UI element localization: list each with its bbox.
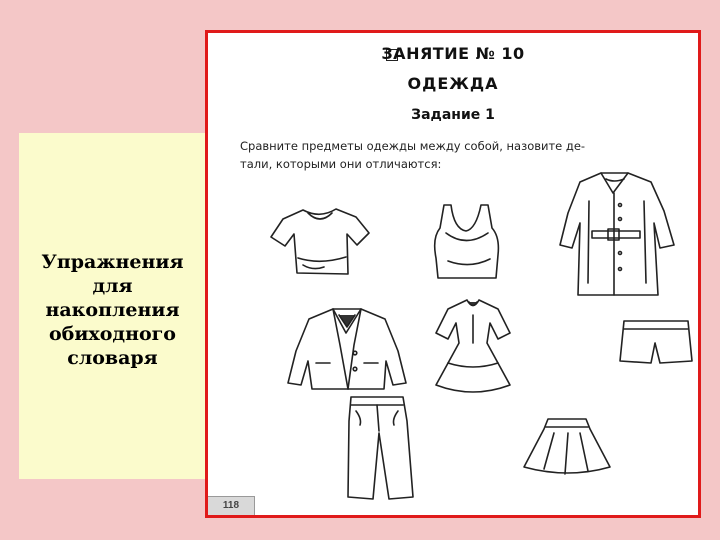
caption-line: накопления: [45, 299, 180, 321]
caption-line: Упражнения: [41, 251, 184, 273]
shorts-drawing: [620, 321, 692, 363]
skirt-drawing: [524, 419, 610, 474]
tank-top-drawing: [435, 205, 499, 278]
jacket-drawing: [288, 309, 406, 389]
task-title: Задание 1: [411, 107, 495, 123]
side-panel-caption: [41, 250, 183, 370]
caption-line: для: [92, 275, 133, 297]
side-panel: [19, 133, 206, 479]
caption-line: словаря: [67, 347, 158, 369]
t-shirt-drawing: [271, 209, 369, 274]
clothing-illustrations: [208, 33, 698, 515]
coat-drawing: [560, 173, 674, 295]
dress-drawing: [436, 300, 510, 392]
topic-title: ОДЕЖДА: [407, 74, 499, 93]
trousers-drawing: [348, 397, 413, 499]
lesson-title: ЗАНЯТИЕ № 10: [381, 44, 525, 63]
instruction-line-1: Сравните предметы одежды между собой, назовите де-: [240, 139, 586, 153]
instruction-line-2: тали, которыми они отличаются:: [240, 157, 442, 171]
caption-line: обиходного: [48, 323, 176, 345]
worksheet-image: [205, 30, 701, 518]
page-number: 118: [208, 496, 255, 515]
